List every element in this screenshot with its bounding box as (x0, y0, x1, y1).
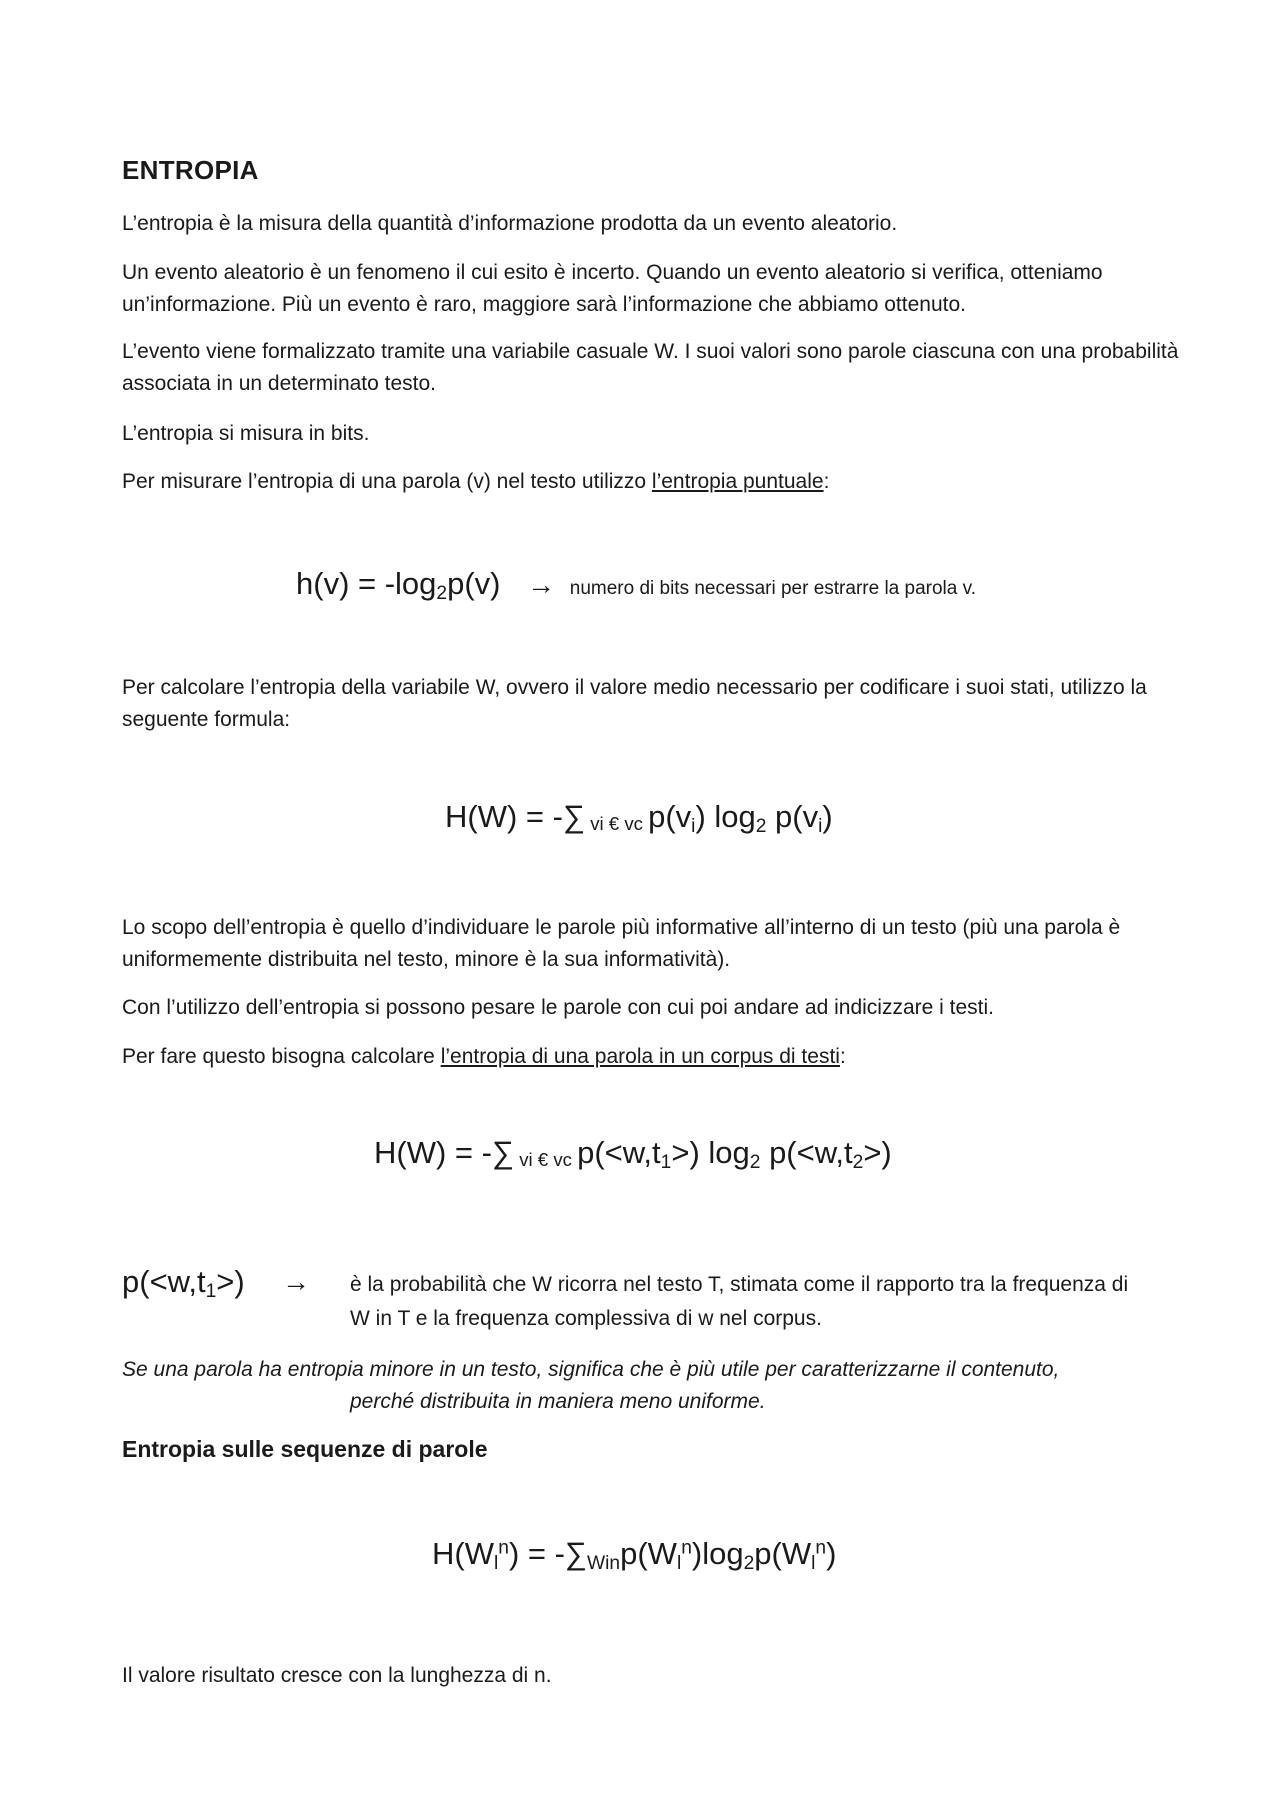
paragraph-corpus-prefix: Per fare questo bisogna calcolare (122, 1045, 441, 1068)
paragraph-purpose: Lo scopo dell’entropia è quello d’individuare le parole più informative all’interno di un testo (più una parola è uniformemente distribuita nel testo, minore è la sua informatività). (122, 916, 1121, 971)
italic-note-line-2: perché distribuita in maniera meno uniforme. (350, 1390, 766, 1413)
definition-line-2: W in T e la frequenza complessiva di w nel corpus. (350, 1307, 822, 1330)
subscript-2: 2 (852, 1151, 864, 1173)
formula-point-entropy (296, 566, 976, 605)
subscript-1: 1 (660, 1151, 672, 1173)
formula-start: H(W) = -∑ (445, 799, 586, 834)
formula-prob-2: p(<w,t (760, 1135, 853, 1170)
formula-mid: ) log (695, 799, 756, 834)
f4-c: p(W (620, 1536, 677, 1571)
paragraph-corpus (122, 1041, 1182, 1073)
log-base: 2 (749, 1151, 761, 1173)
f4-a: H(W (432, 1536, 494, 1571)
paragraph-weighting: Con l’utilizzo dell’entropia si possono pesare le parole con cui poi andare ad indicizzare i testi. (122, 996, 994, 1019)
definition-text (350, 1268, 1170, 1336)
formula-end: >) (863, 1135, 892, 1170)
definition-term (122, 1264, 245, 1303)
paragraph-point-entropy-prefix: Per misurare l’entropia di una parola (v) nel testo utilizzo (122, 470, 652, 493)
formula-end: ) (822, 799, 833, 834)
formula-prob-2: p(v (766, 799, 819, 834)
sum-index: vi € vc (514, 1148, 578, 1170)
paragraph-definition: L’entropia è la misura della quantità d’informazione prodotta da un evento aleatorio. (122, 212, 898, 235)
f4-b: ) = -∑ (508, 1536, 588, 1571)
arrow-right-icon: → (282, 1266, 310, 1297)
formula-corpus-entropy (374, 1135, 892, 1174)
f4-f: ) (826, 1536, 837, 1571)
definition-line-1: è la probabilità che W ricorra nel testo T, stimata come il rapporto tra la frequenza di (350, 1273, 1129, 1296)
formula-mid: >) log (671, 1135, 750, 1170)
page-title: ENTROPIA (122, 155, 259, 185)
paragraph-point-entropy (122, 466, 1182, 498)
term-end: >) (216, 1264, 245, 1299)
formula-lhs: h(v) = -log (296, 566, 437, 601)
f4-sup1: n (498, 1537, 509, 1559)
term-subscript: 1 (205, 1280, 217, 1302)
f4-sup3: n (815, 1537, 827, 1559)
paragraph-variable-entropy: Per calcolare l’entropia della variabile W, ovvero il valore medio necessario per codificare i suoi stati, utilizzo la seguente formula: (122, 676, 1147, 731)
paragraph-random-event: Un evento aleatorio è un fenomeno il cui esito è incerto. Quando un evento aleatorio si verifica, otteniamo un’informazione. Più un evento è raro, maggiore sarà l’informazione che abbiamo ottenuto. (122, 261, 1103, 316)
paragraph-bits: L’entropia si misura in bits. (122, 422, 370, 445)
paragraph-final: Il valore risultato cresce con la lunghezza di n. (122, 1664, 552, 1687)
f4-d: )log (691, 1536, 744, 1571)
formula-prob: p(v (648, 799, 692, 834)
colon: : (839, 1045, 846, 1068)
f4-e: p(W (754, 1536, 812, 1571)
f4-idx: Win (587, 1552, 621, 1574)
arrow-right-icon: → (527, 569, 556, 600)
colon: : (823, 470, 830, 493)
log-base: 2 (743, 1552, 755, 1574)
f4-sub3: l (811, 1552, 816, 1574)
formula-sequence-entropy (432, 1536, 836, 1575)
formula-rhs: p(v) (447, 566, 501, 601)
sum-index: vi € vc (585, 812, 649, 834)
formula-note: numero di bits necessari per estrarre la parola v. (569, 578, 976, 599)
index-i: i (691, 815, 696, 837)
log-base: 2 (436, 582, 448, 604)
formula-prob-1: p(<w,t (577, 1135, 661, 1170)
formula-variable-entropy (445, 799, 833, 838)
f4-sup2: n (681, 1537, 692, 1559)
section-heading-sequences: Entropia sulle sequenze di parole (122, 1436, 488, 1462)
index-i: i (818, 815, 823, 837)
point-entropy-term: l’entropia puntuale (651, 470, 824, 493)
term-start: p(<w,t (122, 1264, 206, 1299)
f4-sub1: l (493, 1552, 499, 1574)
formula-start: H(W) = -∑ (374, 1135, 515, 1170)
italic-note-line-1: Se una parola ha entropia minore in un testo, significa che è più utile per caratterizzarne il contenuto, (122, 1358, 1060, 1381)
corpus-entropy-term: l’entropia di una parola in un corpus di testi (440, 1045, 840, 1068)
paragraph-random-variable: L’evento viene formalizzato tramite una variabile casuale W. I suoi valori sono parole ciascuna con una probabilità associata in un determinato testo. (122, 340, 1179, 395)
log-base: 2 (755, 815, 767, 837)
f4-sub2: l (676, 1552, 682, 1574)
